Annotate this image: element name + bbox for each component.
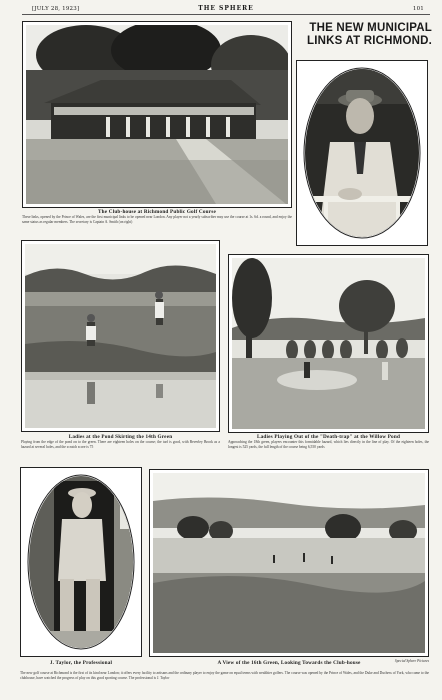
- pond-photo: [25, 244, 216, 428]
- view-photo-frame: [149, 469, 429, 657]
- taylor-photo-frame: [20, 467, 142, 657]
- photo-credit-text: Special Sphere Pictures: [394, 659, 429, 663]
- pond-photo-frame: [21, 240, 220, 432]
- page-number: 101: [412, 6, 424, 12]
- taylor-caption-title: J. Taylor, the Professional: [49, 660, 113, 666]
- view-photo: [153, 473, 425, 653]
- clubhouse-caption-title: The Club-house at Richmond Public Golf Course: [98, 209, 216, 215]
- secretary-photo: [300, 64, 424, 242]
- deathtrap-caption: [228, 434, 429, 449]
- clubhouse-photo: [26, 25, 288, 204]
- page-headline: THE NEW MUNICIPAL LINKS AT RICHMOND.: [307, 22, 432, 47]
- secretary-photo-frame: [296, 60, 428, 246]
- footer-text: The new golf course at Richmond is the first of its kind near London; it offers every facility to artisans and the ordinary player to enjoy the game on equal terms with wealthier golfers. The course was opened by the Prince of Wales, and the Duke and Duchess of York, who came to the clubhouse, have watched the progress of play on this good sporting course. The professional is J. Taylor: [20, 671, 429, 680]
- clubhouse-photo-frame: [22, 21, 292, 208]
- deathtrap-photo-frame: [228, 254, 429, 433]
- view-caption: [149, 660, 429, 666]
- clubhouse-caption: [22, 209, 292, 224]
- deathtrap-caption-text: Approaching the 18th green, players encounter this formidable hazard, which lies directly in the line of play. Of the eighteen holes, the longest is 525 yards, the full length of the course being 6,550 yards: [228, 440, 429, 449]
- issue-date: [JULY 28, 1923]: [32, 6, 80, 12]
- running-head: [22, 4, 430, 15]
- publication-name: THE SPHERE: [198, 5, 254, 12]
- footer-paragraph: [20, 671, 429, 680]
- taylor-caption: [20, 660, 142, 666]
- pond-caption-title: Ladies at the Pond Skirting the 14th Green: [68, 434, 173, 440]
- clubhouse-caption-text: These links, opened by the Prince of Wales, are the first municipal links to be opened near London. Any player not a yearly subscriber may use the course at 1s. 6d. a round, and enjoy the same status as regular members. The secretary is Captain A. Smith (on right): [22, 215, 292, 224]
- view-caption-title: A View of the 16th Green, Looking Towards the Club-house: [217, 660, 361, 666]
- taylor-photo: [24, 471, 138, 653]
- pond-caption-text: Playing from the edge of the pond on to the green. There are eighteen holes on the course; the turf is good, with Beverley Brook as a hazard at several holes, and the scratch score is 75: [21, 440, 220, 449]
- pond-caption: [21, 434, 220, 449]
- deathtrap-photo: [232, 258, 425, 429]
- deathtrap-caption-title: Ladies Playing Out of the "Death-trap" at the Willow Pond: [256, 434, 401, 440]
